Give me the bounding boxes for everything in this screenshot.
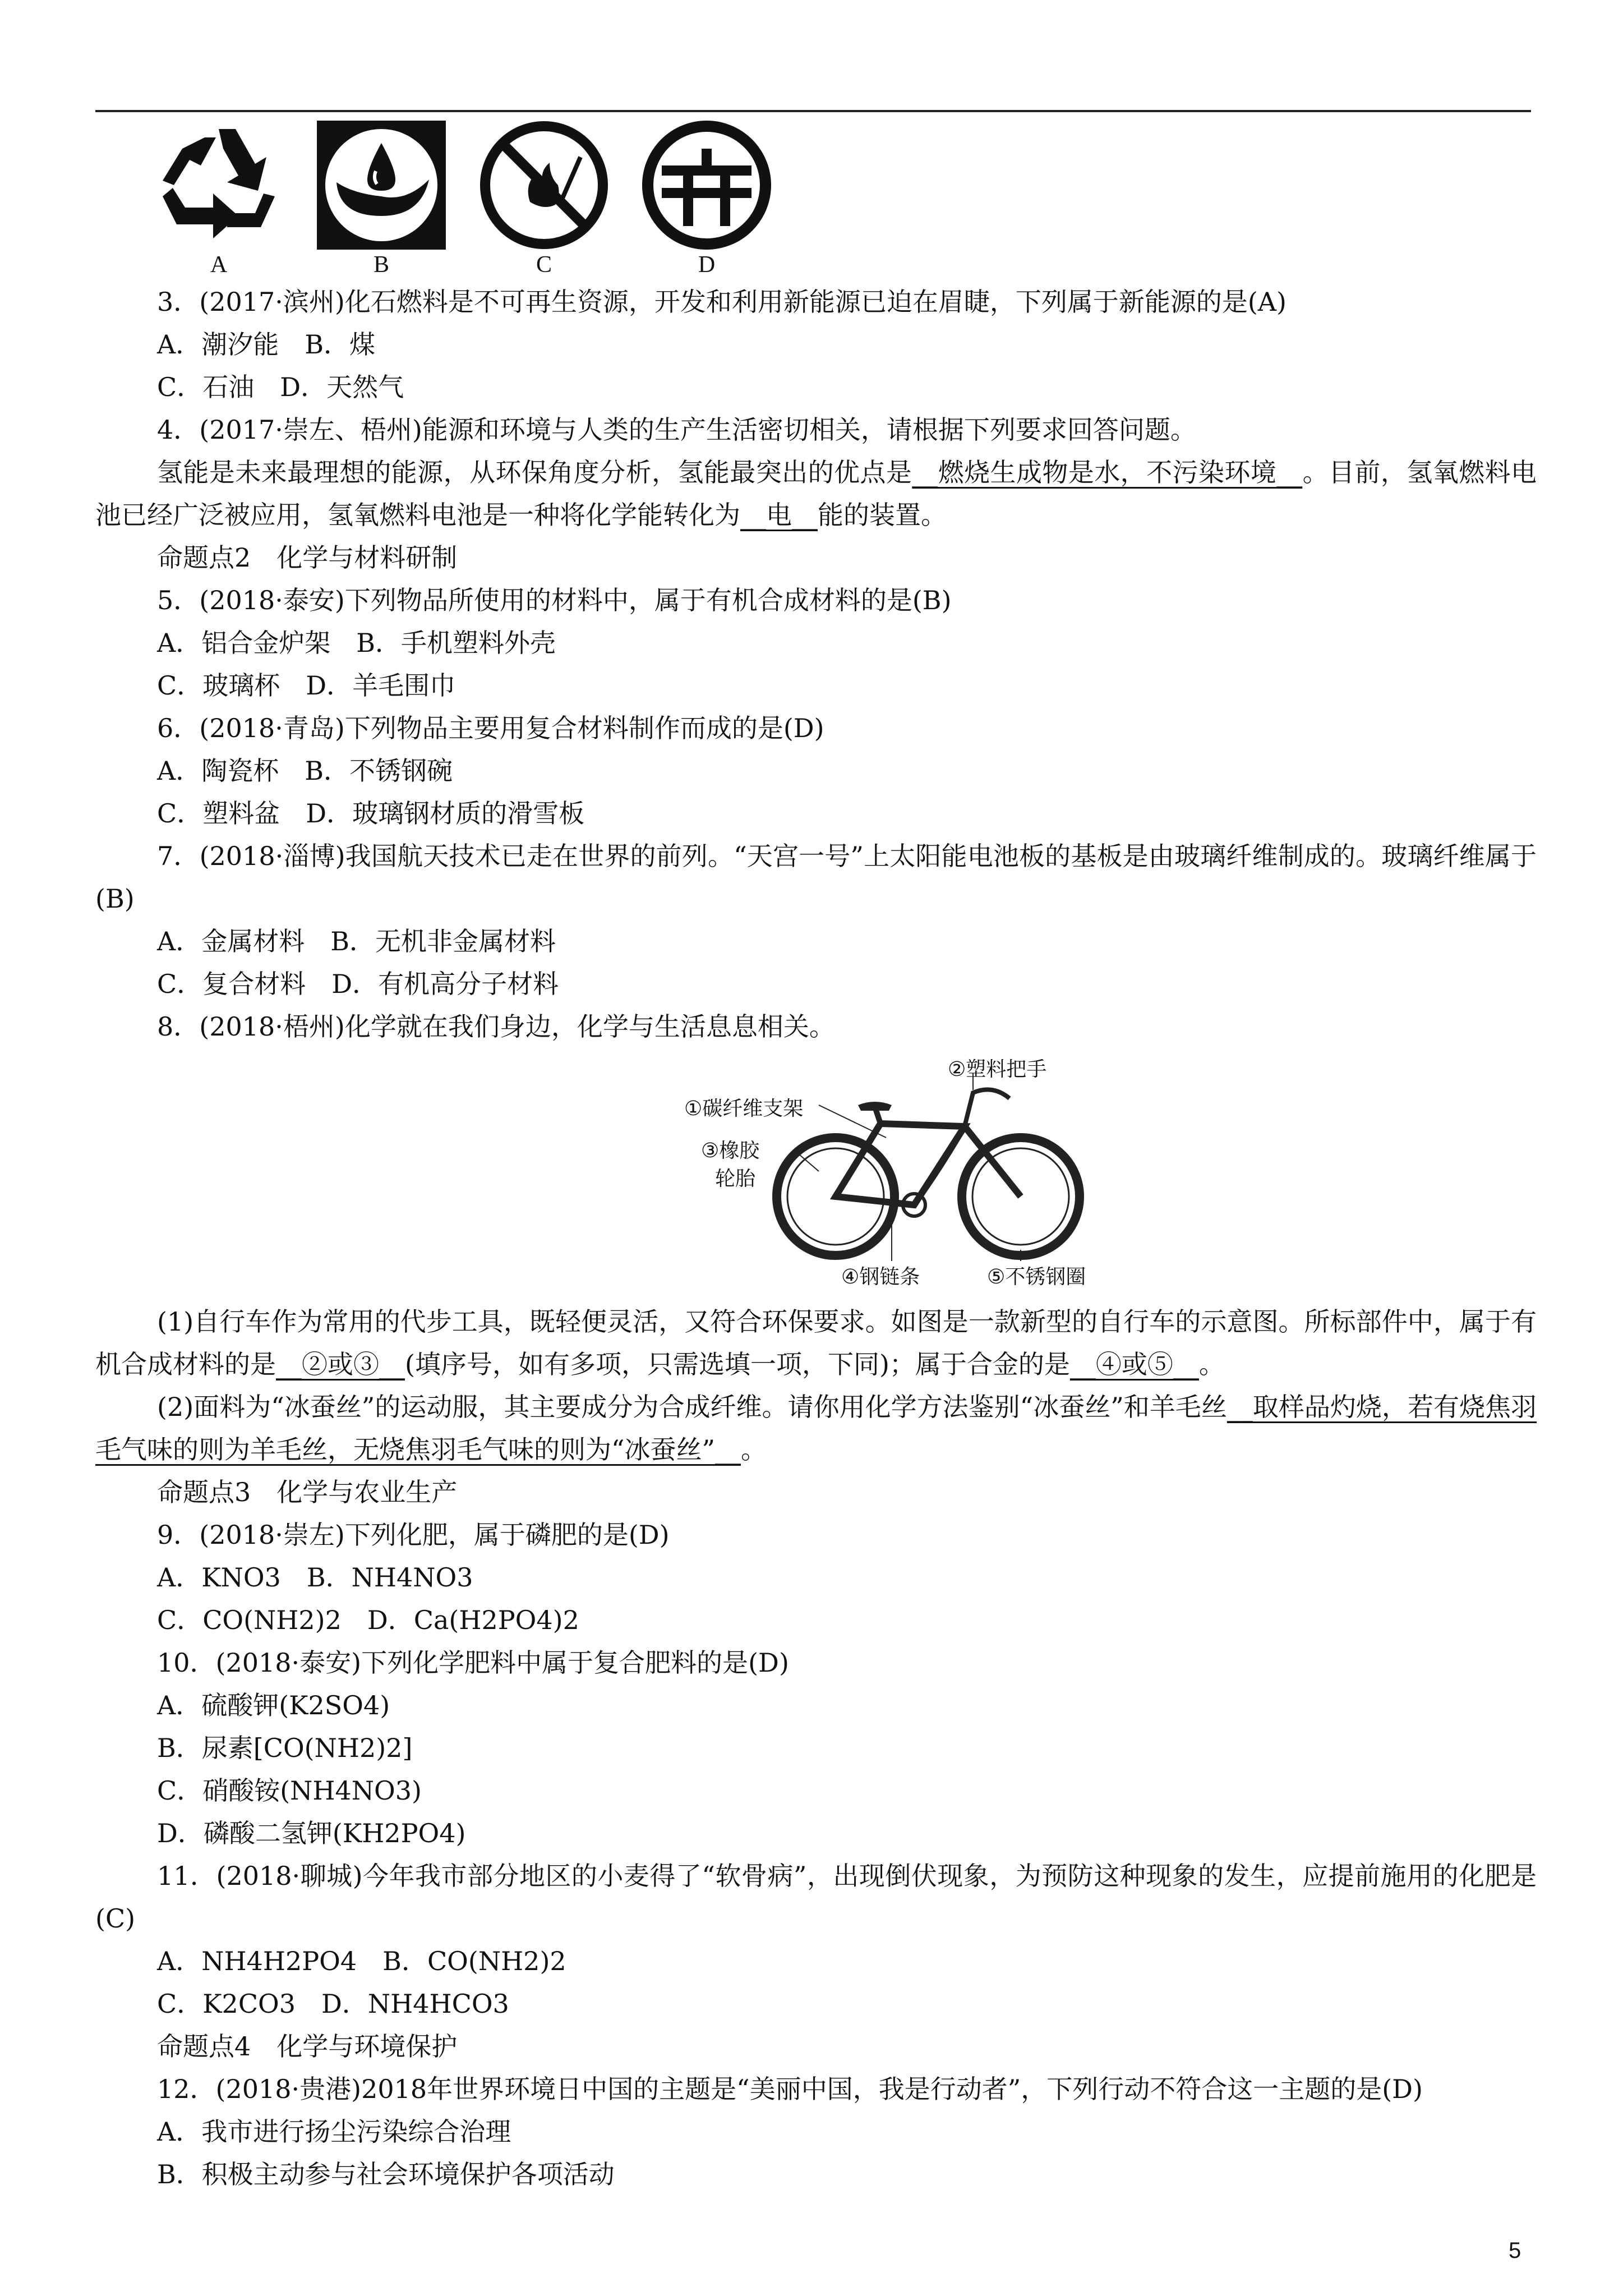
q8-p2-text-a: (2)面料为“冰蚕丝”的运动服，其主要成分为合成纤维。请你用化学方法鉴别“冰蚕丝”和羊毛丝 (157, 1392, 1227, 1422)
q10-stem: 10．(2018·泰安)下列化学肥料中属于复合肥料的是(D) (157, 1648, 789, 1678)
q10-opt3: C．硝酸铵(NH4NO3) (157, 1775, 422, 1806)
no-fire-icon (477, 118, 611, 252)
topic-3-heading: 命题点3 化学与农业生产 (157, 1477, 458, 1507)
q8-p1-text-a: (1)自行车作为常用的代步工具，既轻便灵活，又符合环保要求。如图是一款新型的自行车的示意图。所标部件中，属于有机合成材料的是 (95, 1306, 1537, 1379)
label-stainless-rim: ⑤不锈钢圈 (987, 1266, 1086, 1289)
q9-opt1: A．KNO3 B．NH4NO3 (157, 1562, 473, 1593)
q10-opt4: D．磷酸二氢钾(KH2PO4) (157, 1818, 466, 1848)
q3-opt1: A．潮汐能 B．煤 (157, 329, 376, 360)
q11-opt2: C．K2CO3 D．NH4HCO3 (157, 1989, 509, 2019)
q11-opt1: A．NH4H2PO4 B．CO(NH2)2 (157, 1946, 566, 1976)
q8-part1 (95, 1300, 1537, 1386)
q4-text-b: 。目前，氢氧燃料电池已经广泛被应用，氢氧燃料电池是一种将化学能转化为 (95, 457, 1537, 530)
q8-p1-text-c: 。 (1198, 1349, 1225, 1379)
icon-label-a: A (210, 252, 228, 278)
page-number: 5 (1509, 2238, 1521, 2263)
recycle-icon (151, 118, 286, 252)
q7-opt2: C．复合材料 D．有机高分子材料 (157, 969, 559, 999)
icon-label-c: C (536, 252, 552, 278)
q5-opt2: C．玻璃杯 D．羊毛围巾 (157, 670, 456, 701)
bicycle-figure (95, 1053, 1537, 1289)
q8-stem: 8．(2018·梧州)化学就在我们身边，化学与生活息息相关。 (157, 1011, 835, 1042)
q4-stem: 4．(2017·崇左、梧州)能源和环境与人类的生产生活密切相关，请根据下列要求回答问题。 (157, 415, 1196, 445)
q6-opt2: C．塑料盆 D．玻璃钢材质的滑雪板 (157, 798, 585, 829)
label-rubber-tire-2: 轮胎 (715, 1167, 756, 1190)
q8-answer-3: __取样品灼烧，若有烧焦羽毛气味的则为羊毛丝，无烧焦羽毛气味的则为“冰蚕丝”__ (95, 1392, 1537, 1465)
header-rule (95, 110, 1531, 112)
q12-opt2: B．积极主动参与社会环境保护各项活动 (157, 2159, 615, 2189)
label-plastic-handle: ②塑料把手 (948, 1058, 1047, 1081)
q7-stem: 7．(2018·淄博)我国航天技术已走在世界的前列。“天宫一号”上太阳能电池板的基板是由玻璃纤维制成的。玻璃纤维属于(B) (95, 841, 1537, 914)
icon-label-d: D (698, 252, 716, 278)
q8-p1-text-b: (填序号，如有多项，只需选填一项，下同)；属于合金的是 (405, 1349, 1070, 1379)
label-carbon-frame: ①碳纤维支架 (684, 1097, 804, 1120)
q4-text-c: 能的装置。 (818, 500, 947, 530)
topic-2-heading: 命题点2 化学与材料研制 (157, 542, 458, 573)
q12-opt1: A．我市进行扬尘污染综合治理 (157, 2116, 511, 2147)
water-drop-icon (314, 118, 449, 252)
q8-answer-2: __④或⑤__ (1069, 1349, 1199, 1379)
q4-paragraph (95, 451, 1537, 536)
q10-opt1: A．硫酸钾(K2SO4) (157, 1690, 390, 1720)
q8-part2 (95, 1386, 1537, 1471)
q6-opt1: A．陶瓷杯 B．不锈钢碗 (157, 756, 453, 786)
bicycle-diagram (651, 1053, 1144, 1289)
topic-4-heading: 命题点4 化学与环境保护 (157, 2031, 458, 2062)
q7-opt1: A．金属材料 B．无机非金属材料 (157, 926, 556, 956)
q4-text-a: 氢能是未来最理想的能源，从环保角度分析，氢能最突出的优点是 (157, 457, 912, 487)
q9-stem: 9．(2018·崇左)下列化肥，属于磷肥的是(D) (157, 1520, 670, 1550)
q3-opt2: C．石油 D．天然气 (157, 372, 404, 402)
q4-answer-2: __电__ (740, 500, 818, 530)
icon-label-b: B (373, 252, 389, 278)
q8-p2-text-c: 。 (741, 1434, 767, 1465)
q6-stem: 6．(2018·青岛)下列物品主要用复合材料制作而成的是(D) (157, 713, 824, 743)
label-rubber-tire-1: ③橡胶 (701, 1139, 760, 1162)
q12-stem: 12．(2018·贵港)2018年世界环境日中国的主题是“美丽中国，我是行动者”，下列行动不符合这一主题的是(D) (157, 2074, 1423, 2104)
q9-opt2: C．CO(NH2)2 D．Ca(H2PO4)2 (157, 1605, 579, 1635)
q11-stem: 11．(2018·聊城)今年我市部分地区的小麦得了“软骨病”，出现倒伏现象，为预防这种现象的发生，应提前施用的化肥是(C) (95, 1861, 1537, 1934)
water-saving-icon (639, 118, 774, 252)
label-steel-chain: ④钢链条 (841, 1266, 920, 1289)
q5-opt1: A．铝合金炉架 B．手机塑料外壳 (157, 628, 556, 658)
icon-options (151, 118, 791, 278)
q5-stem: 5．(2018·泰安)下列物品所使用的材料中，属于有机合成材料的是(B) (157, 585, 952, 615)
document-body (95, 280, 1537, 2196)
q10-opt2: B．尿素[CO(NH2)2] (157, 1733, 413, 1763)
q8-answer-1: __②或③__ (276, 1349, 405, 1379)
q4-answer-1: __燃烧生成物是水，不污染环境__ (912, 457, 1303, 487)
q3-stem: 3．(2017·滨州)化石燃料是不可再生资源，开发和利用新能源已迫在眉睫，下列属于新能源的是(A) (157, 287, 1287, 317)
